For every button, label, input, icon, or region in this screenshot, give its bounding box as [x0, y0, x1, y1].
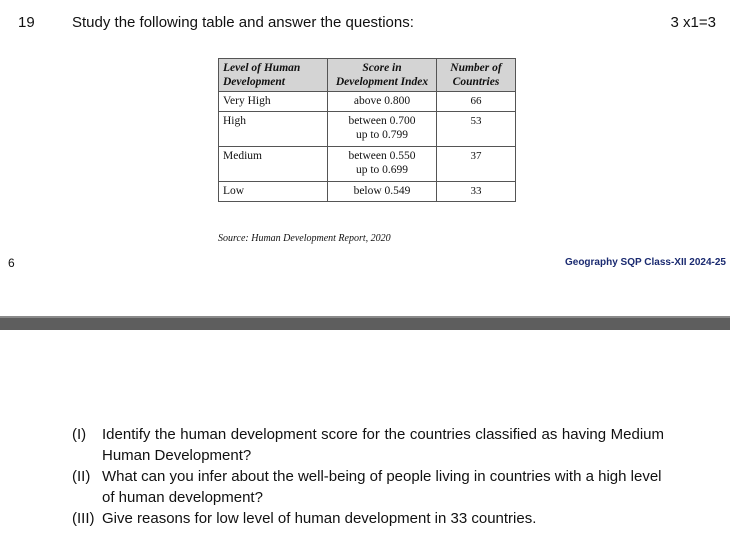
cell-score: between 0.550 up to 0.699 [328, 147, 437, 182]
question-title: Study the following table and answer the questions: [72, 14, 414, 31]
subquestion-item: (II) What can you infer about the well-being of people living in countries with a high level of human development? [72, 468, 662, 506]
cell-score: above 0.800 [328, 92, 437, 112]
cell-score: below 0.549 [328, 182, 437, 202]
table-header-row [219, 59, 516, 92]
table-row [219, 182, 516, 202]
header-countries: Number of Countries [437, 59, 516, 92]
table-row [219, 92, 516, 112]
table-row [219, 147, 516, 182]
question-number: 19 [18, 14, 35, 31]
cell-level: High [219, 112, 328, 147]
marks-allotment: 3 x1=3 [670, 14, 716, 31]
header-score: Score in Development Index [328, 59, 437, 92]
cell-score: between 0.700 up to 0.799 [328, 112, 437, 147]
cell-level: Medium [219, 147, 328, 182]
subquestion-item: (I) Identify the human development score for the countries classified as having Medium Human Development? [72, 426, 664, 464]
cell-countries: 53 [437, 112, 516, 147]
subquestion-item: (III) Give reasons for low level of human development in 33 countries. [72, 510, 537, 527]
page-divider-bar [0, 316, 730, 330]
header-level: Level of Human Development [219, 59, 328, 92]
cell-countries: 37 [437, 147, 516, 182]
subquestion-list [72, 424, 664, 529]
page-number: 6 [8, 256, 15, 270]
cell-countries: 33 [437, 182, 516, 202]
cell-level: Very High [219, 92, 328, 112]
cell-level: Low [219, 182, 328, 202]
hdi-table [218, 58, 516, 202]
table-row [219, 112, 516, 147]
footer-text: Geography SQP Class-XII 2024-25 [564, 257, 726, 268]
table-source: Source: Human Development Report, 2020 [218, 233, 391, 244]
cell-countries: 66 [437, 92, 516, 112]
